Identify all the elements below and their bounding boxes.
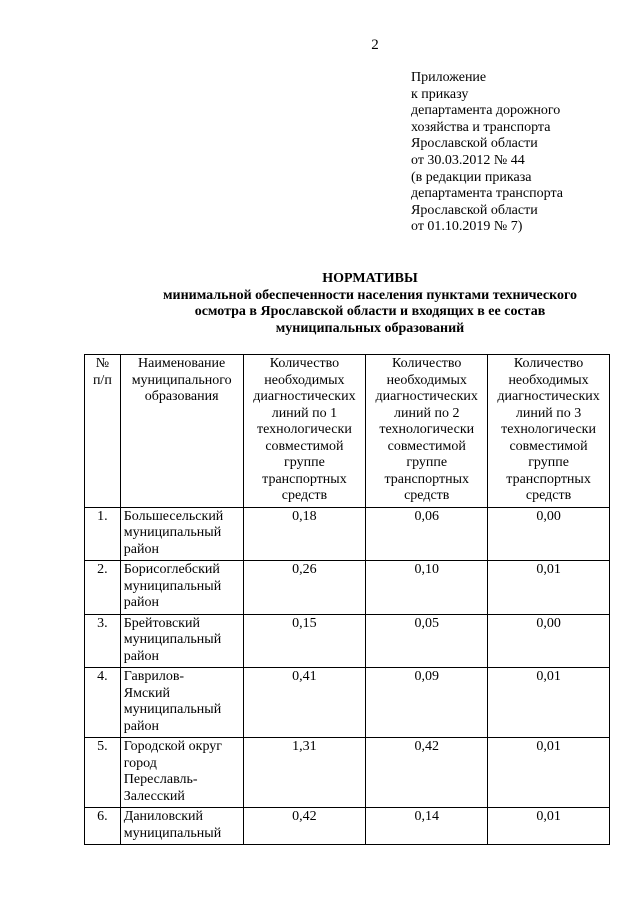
header-line: необходимых [264,372,345,388]
title-line: осмотра в Ярославской области и входящих в ее состав [194,304,546,319]
row-number: 1. [85,507,121,561]
lines-group-1-value: 0,26 [243,561,366,615]
table-row [85,507,610,561]
appendix-line: департамента дорожного [411,103,561,119]
row-number: 5. [85,738,121,808]
appendix-line: к приказу [411,86,469,102]
lines-group-2-value: 0,06 [366,507,488,561]
appendix-line: (в редакции приказа [411,169,532,185]
appendix-line: от 30.03.2012 № 44 [411,152,525,168]
lines-group-2-value: 0,42 [366,738,488,808]
municipality-name-line: Переславль- [123,772,198,787]
page-number: 2 [371,37,379,53]
header-line: технологически [501,422,596,437]
municipality-name-line: Брейтовский [123,615,200,631]
municipality-name [120,808,243,845]
municipality-name-line: муниципальный [123,825,222,841]
header-line: необходимых [508,372,589,388]
appendix-line: Приложение [411,70,487,85]
municipality-name-line: муниципальный [123,578,222,594]
header-lines-group-1 [243,355,366,508]
header-line: транспортных [384,471,469,487]
header-line: № [95,356,110,371]
lines-group-3-value: 0,00 [488,614,610,668]
lines-group-2-value: 0,05 [366,614,488,668]
header-line: п/п [92,372,112,388]
header-lines-group-3 [488,355,610,508]
lines-group-2-value: 0,09 [366,668,488,738]
lines-group-3-value: 0,00 [488,507,610,561]
lines-group-1-value: 1,31 [243,738,366,808]
title-heading: НОРМАТИВЫ [322,271,418,286]
header-line: средств [404,488,450,503]
table-row [85,738,610,808]
municipality-name-line: Борисоглебский [123,562,220,577]
municipality-name-line: город [123,755,157,771]
lines-group-3-value: 0,01 [488,738,610,808]
municipality-name-line: муниципальный [123,702,222,717]
header-line: технологически [257,422,352,437]
header-number [85,355,121,508]
header-line: образования [144,389,219,404]
header-line: Количество [392,356,462,371]
table-body [85,507,610,845]
header-line: транспортных [262,471,347,487]
lines-group-1-value: 0,41 [243,668,366,738]
appendix-line: от 01.10.2019 № 7) [411,219,523,235]
header-line: необходимых [386,372,467,388]
lines-group-3-value: 0,01 [488,561,610,615]
header-line: диагностических [375,389,478,404]
table-row [85,808,610,845]
municipality-name-line: Залесский [123,788,185,804]
title-line: минимальной обеспеченности населения пунктами технического [162,287,578,303]
header-line: группе [528,455,569,470]
municipality-name-line: Гаврилов- [123,669,185,684]
table-row [85,614,610,668]
lines-group-2-value: 0,10 [366,561,488,615]
municipality-name-line: район [123,648,159,664]
table-row [85,668,610,738]
municipality-name-line: муниципальный [123,525,222,540]
lines-group-3-value: 0,01 [488,668,610,738]
municipality-name [120,738,243,808]
title-line: муниципальных образований [275,320,465,336]
municipality-name-line: Даниловский [123,809,204,824]
header-line: Наименование [138,356,226,371]
table-header-row [85,355,610,508]
row-number: 6. [85,808,121,845]
row-number: 2. [85,561,121,615]
lines-group-1-value: 0,15 [243,614,366,668]
header-line: муниципального [131,372,232,388]
header-line: средств [525,488,572,503]
appendix-line: департамента транспорта [411,186,563,202]
municipality-name-line: Большесельский [123,508,224,524]
header-line: технологически [379,422,475,437]
municipality-name [120,614,243,668]
header-line: линий по 2 [394,405,460,421]
header-line: Количество [269,356,340,371]
municipality-name-line: Городской округ [123,739,223,754]
lines-group-1-value: 0,42 [243,808,366,845]
municipality-name [120,561,243,615]
municipality-name-line: район [123,718,159,734]
table-row [85,561,610,615]
header-line: линий по 3 [515,405,582,421]
lines-group-1-value: 0,18 [243,507,366,561]
appendix-line: хозяйства и транспорта [411,119,551,135]
appendix-block [411,70,563,236]
municipality-name [120,668,243,738]
header-line: диагностических [253,389,356,404]
norms-table [84,354,610,845]
header-line: группе [406,455,448,470]
header-line: совместимой [509,438,588,454]
header-municipality [120,355,243,508]
header-line: группе [284,455,325,470]
header-line: диагностических [497,389,600,404]
header-line: средств [281,488,328,503]
lines-group-2-value: 0,14 [366,808,488,845]
header-line: линий по 1 [271,405,338,421]
appendix-line: Ярославской области [411,136,538,152]
municipality-name-line: Ямский [123,685,170,701]
appendix-line: Ярославской области [411,202,538,218]
header-line: совместимой [265,438,344,454]
municipality-name [120,507,243,561]
header-line: транспортных [506,471,591,487]
header-line: Количество [513,356,584,371]
header-line: совместимой [387,438,466,454]
row-number: 4. [85,668,121,738]
lines-group-3-value: 0,01 [488,808,610,845]
document-title [90,271,640,337]
header-lines-group-2 [366,355,488,508]
municipality-name-line: муниципальный [123,632,222,647]
row-number: 3. [85,614,121,668]
municipality-name-line: район [123,595,159,610]
municipality-name-line: район [123,541,159,557]
